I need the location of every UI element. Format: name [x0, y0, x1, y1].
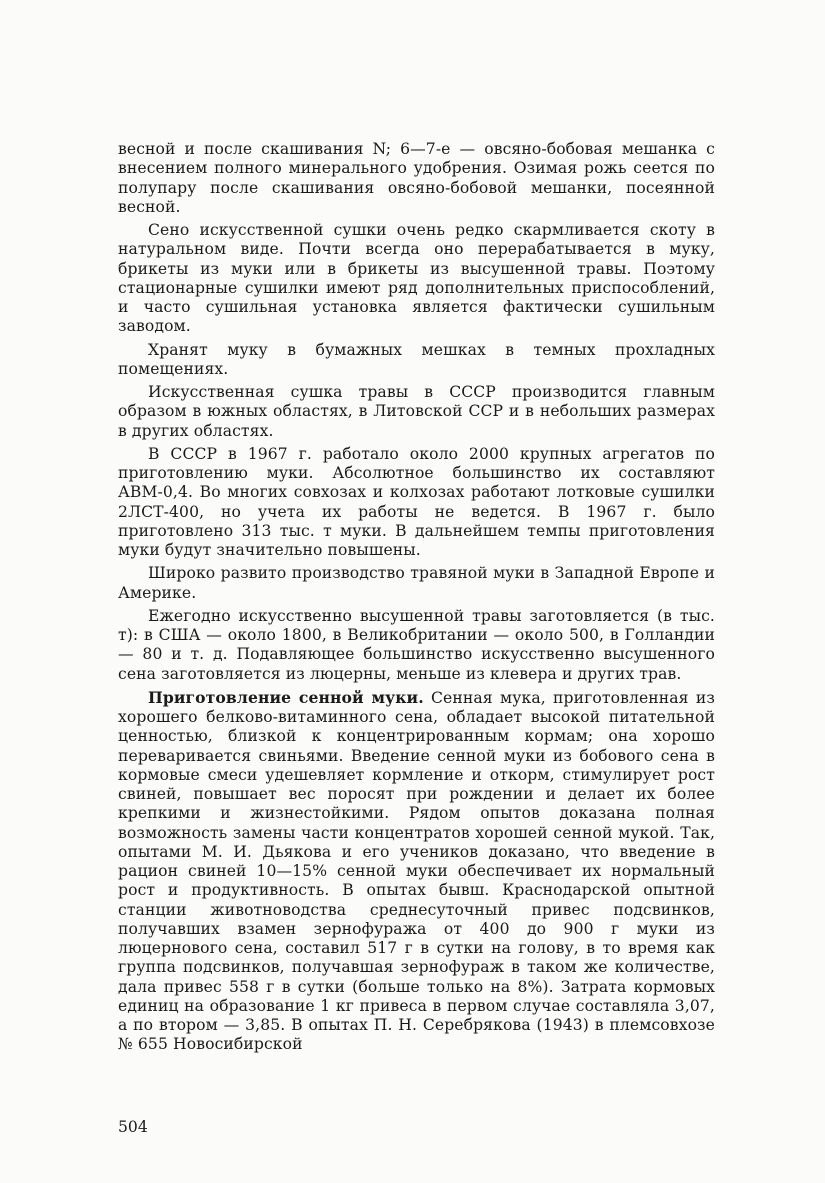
paragraph: В СССР в 1967 г. работало около 2000 крупных агрегатов по приготовлению муки. Абсолютное большинство их составляют АВМ-0,4. Во многих совхозах и колхозах работают лотковые сушилки 2ЛСТ-400, но учета их работы не ведется. В 1967 г. было приготовлено 313 тыс. т муки. В дальнейшем темпы приготовления муки будут значительно повышены.: [118, 444, 715, 559]
paragraph-text: Сенная мука, приготовленная из хорошего белково-витаминного сена, обладает высокой питательной ценностью, близкой к концентрированным кормам; она хорошо переваривается свиньями. Введение сенной муки из бобового сена в кормовые смеси удешевляет кормление и откорм, стимулирует рост свиней, повышает вес поросят при рождении и делает их более крепкими и жизнестойкими. Рядом опытов доказана полная возможность замены части концентратов хорошей сенной мукой. Так, опытами М. И. Дьякова и его учеников доказано, что введение в рацион свиней 10—15% сенной муки обеспечивает их нормальный рост и продуктивность. В опытах бывш. Краснодарской опытной станции животноводства среднесуточный привес подсвинков, получавших взамен зернофуража от 400 до 900 г муки из люцернового сена, составил 517 г в сутки на голову, в то время как группа подсвинков, получавшая зернофураж в таком же количестве, дала привес 558 г в сутки (больше только на 8%). Затрата кормовых единиц на образование 1 кг привеса в первом случае составляла 3,07, а по втором — 3,85. В опытах П. Н. Серебрякова (1943) в племсовхозе № 655 Новосибирской: [118, 688, 715, 1054]
paragraph: Искусственная сушка травы в СССР производится главным образом в южных областях, в Литовской ССР и в небольших размерах в других областях.: [118, 383, 715, 440]
paragraph: Ежегодно искусственно высушенной травы заготовляется (в тыс. т): в США — около 1800, в Великобритании — около 500, в Голландии — 80 и т. д. Подавляющее большинство искусственно высушенного сена заготовляется из люцерны, меньше из клевера и других трав.: [118, 606, 715, 683]
page-number: 504: [118, 1118, 148, 1136]
paragraph: Хранят муку в бумажных мешках в темных прохладных помещениях.: [118, 340, 715, 378]
body-text: [118, 140, 715, 1059]
paragraph: Широко развито производство травяной муки в Западной Европе и Америке.: [118, 564, 715, 602]
run-in-heading: Приготовление сенной муки.: [148, 687, 424, 707]
paragraph: весной и после скашивания N; 6—7-е — овсяно-бобовая мешанка с внесением полного минерального удобрения. Озимая рожь сеется по полупару после скашивания овсяно-бобовой мешанки, посеянной весной.: [118, 140, 715, 216]
paragraph: Сено искусственной сушки очень редко скармливается скоту в натуральном виде. Почти всегда оно перерабатывается в муку, брикеты из муки или в брикеты из высушенной травы. Поэтому стационарные сушилки имеют ряд дополнительных приспособлений, и часто сушильная установка является фактически сушильным заводом.: [118, 221, 715, 336]
paragraph: [118, 688, 715, 1055]
